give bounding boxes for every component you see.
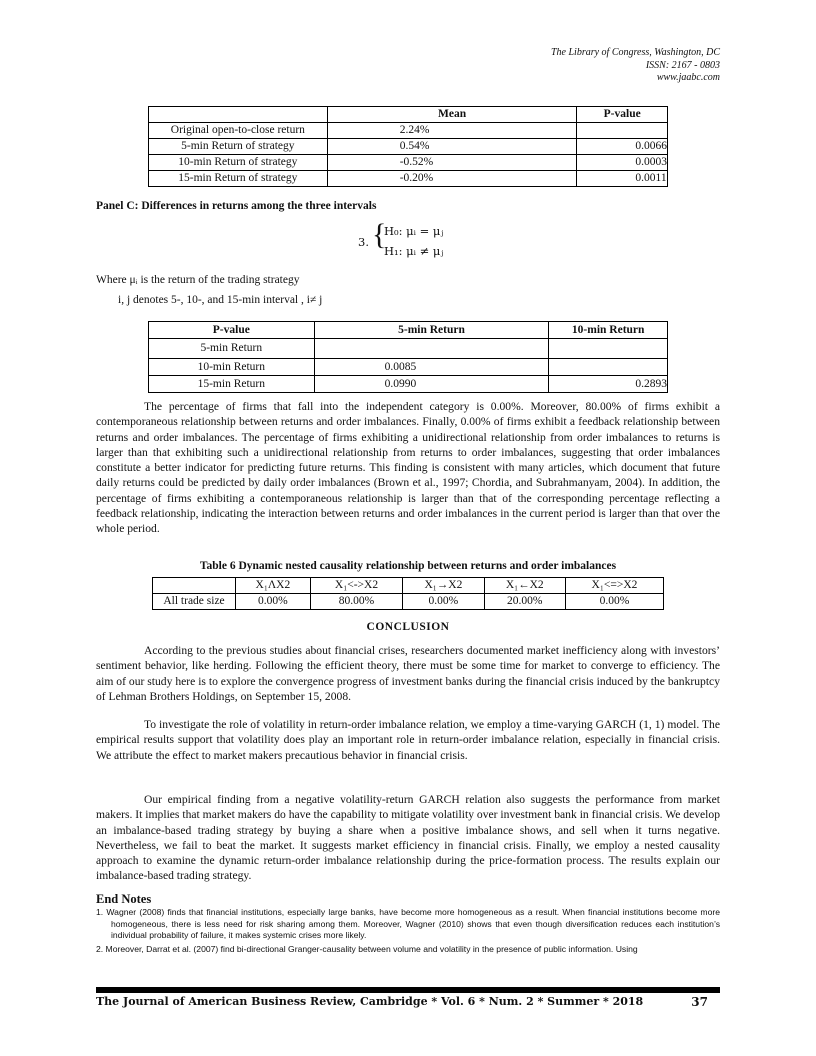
running-header xyxy=(551,47,720,85)
table-header-cell: 10-min Return xyxy=(549,322,668,339)
table-header-cell: X₁<=>X2 xyxy=(565,578,663,594)
page-number: 37 xyxy=(691,995,708,1009)
table-header-cell: Mean xyxy=(327,107,577,123)
null-hypothesis: H₀: μᵢ = μⱼ xyxy=(384,224,444,238)
table-row xyxy=(153,594,664,610)
panel-c-title: Panel C: Differences in returns among the three intervals xyxy=(96,200,377,212)
table-cell xyxy=(577,123,668,139)
journal-footer: The Journal of American Business Review, Cambridge * Vol. 6 * Num. 2 * Summer * 2018 xyxy=(96,995,644,1008)
table6-title: Table 6 Dynamic nested causality relationship between returns and order imbalances xyxy=(199,560,617,572)
table-row xyxy=(149,376,668,393)
table-header-cell: X₁ΛX2 xyxy=(236,578,311,594)
alternative-hypothesis: H₁: μᵢ ≠ μⱼ xyxy=(384,244,444,258)
table-cell: 0.54% xyxy=(327,139,577,155)
table-cell: 0.2893 xyxy=(549,376,668,393)
equation-number: 3. xyxy=(358,235,369,249)
table-row xyxy=(149,359,668,376)
table-cell: 0.00% xyxy=(565,594,663,610)
pvalue-table xyxy=(148,321,668,393)
paragraph-text: According to the previous studies about financial crises, researchers documented market inefficiency along with investors’ sentiment behavior, like herding. Following the efficient theory, there must be some time for market to converge to efficiency. The aim of our study here is to explore the convergence progress of investment banks during the financial crisis induced by the bankruptcy of Lehman Brothers Holdings, on September 15, 2008. xyxy=(96,644,720,703)
table-header-cell: P-value xyxy=(149,322,315,339)
table-cell: 10-min Return of strategy xyxy=(149,155,328,171)
table-cell: 0.00% xyxy=(403,594,484,610)
index-definition: i, j denotes 5-, 10-, and 15-min interval , i≠ j xyxy=(118,294,323,306)
table-cell: 5-min Return of strategy xyxy=(149,139,328,155)
body-paragraph xyxy=(96,717,720,763)
table-row xyxy=(149,139,668,155)
footer-rule xyxy=(96,987,720,993)
end-notes-heading: End Notes xyxy=(96,892,152,906)
paragraph-text: The percentage of firms that fall into the independent category is 0.00%. Moreover, 80.00% of firms exhibit a contemporaneous relationship between returns and order imbalances. Finally, 0.00% of firms exhibit a feedback relationship between returns and order imbalances. The percentage of firms exhibiting a unidirectional relationship from order imbalances to returns is larger than that exhibiting such a unidirectional relationship from returns to order imbalances, suggesting that order imbalances constitute a better indicator for predicting future returns. This finding is consistent with many articles, which document that future daily returns could be predicted by daily order imbalances (Brown et al., 1997; Chordia, and Subrahmanyam, 2004). In addition, the percentage of firms exhibiting a contemporaneous relationship is larger than that of the corresponding percentage reflecting a feedback relationship, indicating the interaction between returns and order imbalances in the current period is larger than that over the whole period. xyxy=(96,400,720,536)
table-cell xyxy=(314,339,549,359)
table-cell: 0.0066 xyxy=(577,139,668,155)
table-header-row xyxy=(149,322,668,339)
table-cell xyxy=(549,339,668,359)
table-cell: 80.00% xyxy=(310,594,402,610)
table-cell: -0.52% xyxy=(327,155,577,171)
end-note xyxy=(96,944,720,956)
table-cell: 15-min Return of strategy xyxy=(149,171,328,187)
header-line-2: ISSN: 2167 - 0803 xyxy=(645,59,720,71)
where-text: Where μᵢ is the return of the trading strategy xyxy=(96,274,300,286)
causality-table xyxy=(152,577,664,610)
table-row xyxy=(149,339,668,359)
table-cell: 0.00% xyxy=(236,594,311,610)
table-header-cell: X₁→X2 xyxy=(403,578,484,594)
end-note xyxy=(96,907,720,942)
table-cell: -0.20% xyxy=(327,171,577,187)
table-header-cell: 5-min Return xyxy=(314,322,549,339)
table-cell: 0.0003 xyxy=(577,155,668,171)
returns-table xyxy=(148,106,668,187)
table-cell: 10-min Return xyxy=(149,359,315,376)
left-brace-icon: { xyxy=(372,218,387,251)
table-cell: 20.00% xyxy=(484,594,565,610)
header-line-1: The Library of Congress, Washington, DC xyxy=(550,47,720,58)
table-cell: 5-min Return xyxy=(149,339,315,359)
table-header-cell: X₁<->X2 xyxy=(310,578,402,594)
end-note-text: 2. Moreover, Darrat et al. (2007) find bi-directional Granger-causality between volume and volatility in the presence of public information. Using xyxy=(96,944,638,954)
paragraph-text: To investigate the role of volatility in return-order imbalance relation, we employ a time-varying GARCH (1, 1) model. The empirical results support that volatility does play an important role in return-order imbalance relation, especially in financial crisis. We attribute the effect to market makers precautious behavior in financial crisis. xyxy=(96,718,720,762)
table-header-cell xyxy=(153,578,236,594)
table-cell: 15-min Return xyxy=(149,376,315,393)
table-cell xyxy=(549,359,668,376)
table-header-cell: P-value xyxy=(577,107,668,123)
table-header-row xyxy=(153,578,664,594)
table-row xyxy=(149,155,668,171)
table-cell: 2.24% xyxy=(327,123,577,139)
table-cell: 0.0011 xyxy=(577,171,668,187)
table-cell: Original open-to-close return xyxy=(149,123,328,139)
body-paragraph xyxy=(96,792,720,884)
table-header-cell: X₁←X2 xyxy=(484,578,565,594)
body-paragraph xyxy=(96,643,720,704)
header-line-3: www.jaabc.com xyxy=(656,72,720,83)
table-cell: 0.0990 xyxy=(314,376,549,393)
end-note-text: 1. Wagner (2008) finds that financial institutions, especially large banks, have become more homogeneous as a result. When financial institutions become more homogeneous, there is less need for risk sharing among them. Moreover, Wagner (2010) shows that even though diversification reduces each institution’s individual probability of failure, it makes systemic crises more likely. xyxy=(96,907,720,941)
table-row-label: All trade size xyxy=(153,594,236,610)
body-paragraph xyxy=(96,399,720,537)
table-row xyxy=(149,171,668,187)
table-cell: 0.0085 xyxy=(314,359,549,376)
table-header-row xyxy=(149,107,668,123)
table-row xyxy=(149,123,668,139)
table-header-cell xyxy=(149,107,328,123)
paragraph-text: Our empirical finding from a negative volatility-return GARCH relation also suggests the performance from market makers. It implies that market makers do have the capability to mitigate volatility over investment bank in financial crisis. We develop an imbalance-based trading strategy by buying a share when a positive imbalance shows, and sell when it turns negative. Nevertheless, we fail to beat the market. It suggests market efficiency in financial crisis. Finally, we employ a nested causality approach to examine the dynamic return-order imbalance relationship during the price-formation process. The results explain our imbalance-based trading strategy. xyxy=(96,793,720,883)
section-heading: CONCLUSION xyxy=(366,621,450,633)
